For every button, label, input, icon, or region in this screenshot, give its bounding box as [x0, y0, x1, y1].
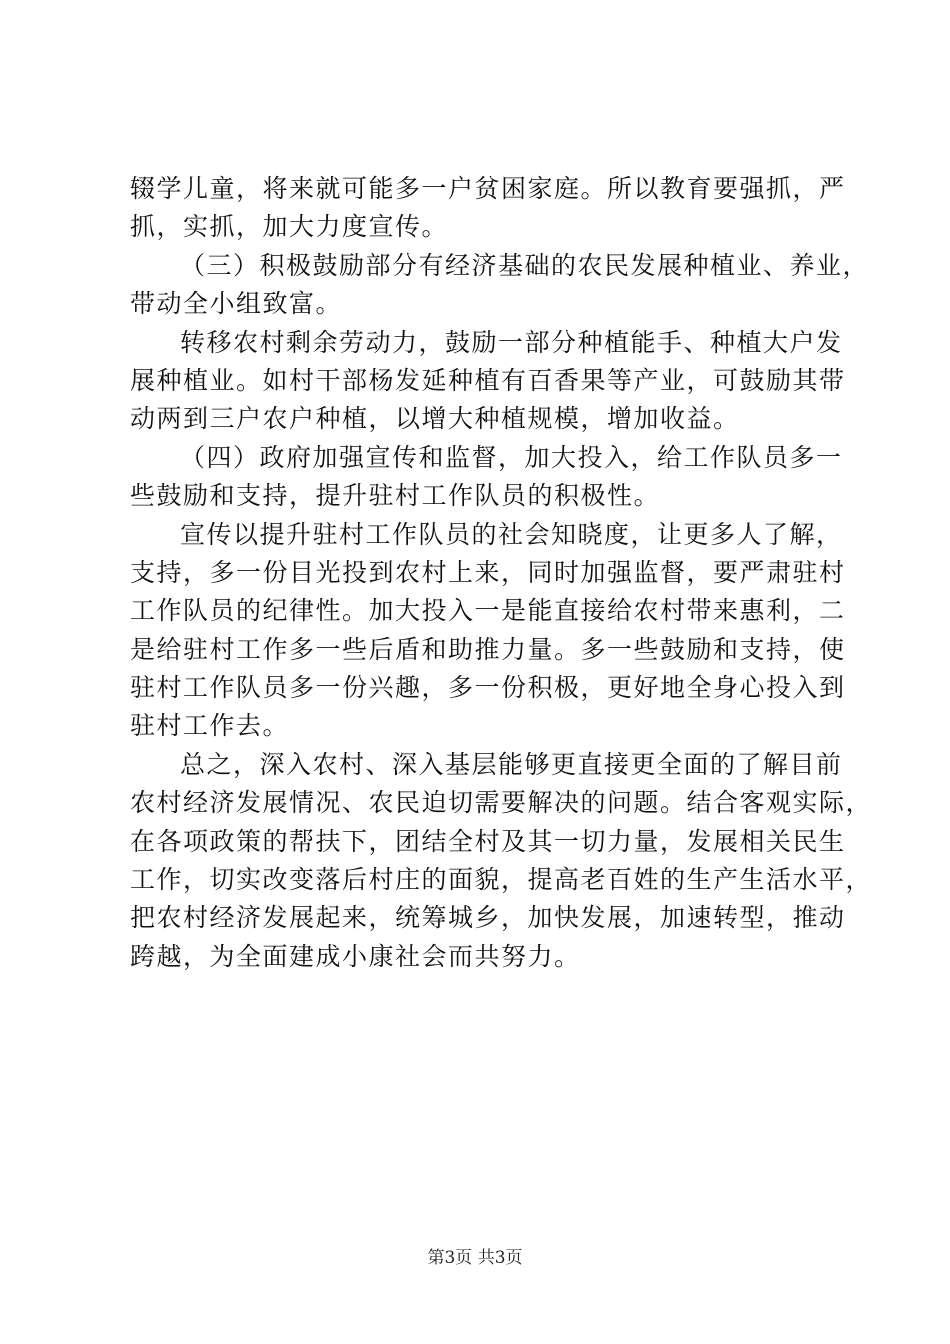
- section-heading-line: 些鼓励和支持，提升驻村工作队员的积极性。: [130, 481, 661, 511]
- text-line: 支持，多一份目光投到农村上来，同时加强监督，要严肃驻村: [130, 557, 846, 587]
- section-heading-line: 带动全小组致富。: [130, 289, 343, 319]
- text-line: 是给驻村工作多一些后盾和助推力量。多一些鼓励和支持，使: [130, 634, 846, 664]
- text-line: 农村经济发展情况、农民迫切需要解决的问题。结合客观实际，: [130, 788, 873, 818]
- text-line: 把农村经济发展起来，统筹城乡，加快发展，加速转型，推动: [130, 903, 846, 933]
- text-line: 辍学儿童，将来就可能多一户贫困家庭。所以教育要强抓，严: [130, 174, 846, 203]
- section-heading-line: （四）政府加强宣传和监督，加大投入，给工作队员多一: [180, 442, 843, 472]
- text-line: 动两到三户农户种植，以增大种植规模，增加收益。: [130, 404, 740, 434]
- text-line: 工作队员的纪律性。加大投入一是能直接给农村带来惠利，二: [130, 596, 846, 626]
- text-line: 总之，深入农村、深入基层能够更直接更全面的了解目前: [180, 749, 843, 779]
- body-text: [130, 170, 873, 976]
- page-number-footer: 第3页 共3页: [427, 1248, 523, 1268]
- text-line: 抓，实抓，加大力度宣传。: [130, 212, 449, 242]
- text-line: 宣传以提升驻村工作队员的社会知晓度，让更多人了解，: [180, 519, 843, 549]
- text-line: 工作，切实改变落后村庄的面貌，提高老百姓的生产生活水平，: [130, 865, 873, 895]
- section-heading-line: （三）积极鼓励部分有经济基础的农民发展种植业、养业，: [180, 250, 870, 280]
- text-line: 跨越，为全面建成小康社会而共努力。: [130, 941, 581, 971]
- text-line: 展种植业。如村干部杨发延种植有百香果等产业，可鼓励其带: [130, 365, 846, 395]
- text-line: 驻村工作去。: [130, 711, 290, 741]
- text-line: 在各项政策的帮扶下，团结全村及其一切力量，发展相关民生: [130, 826, 846, 856]
- text-line: 驻村工作队员多一份兴趣，多一份积极，更好地全身心投入到: [130, 673, 846, 703]
- text-line: 转移农村剩余劳动力，鼓励一部分种植能手、种植大户发: [180, 327, 843, 357]
